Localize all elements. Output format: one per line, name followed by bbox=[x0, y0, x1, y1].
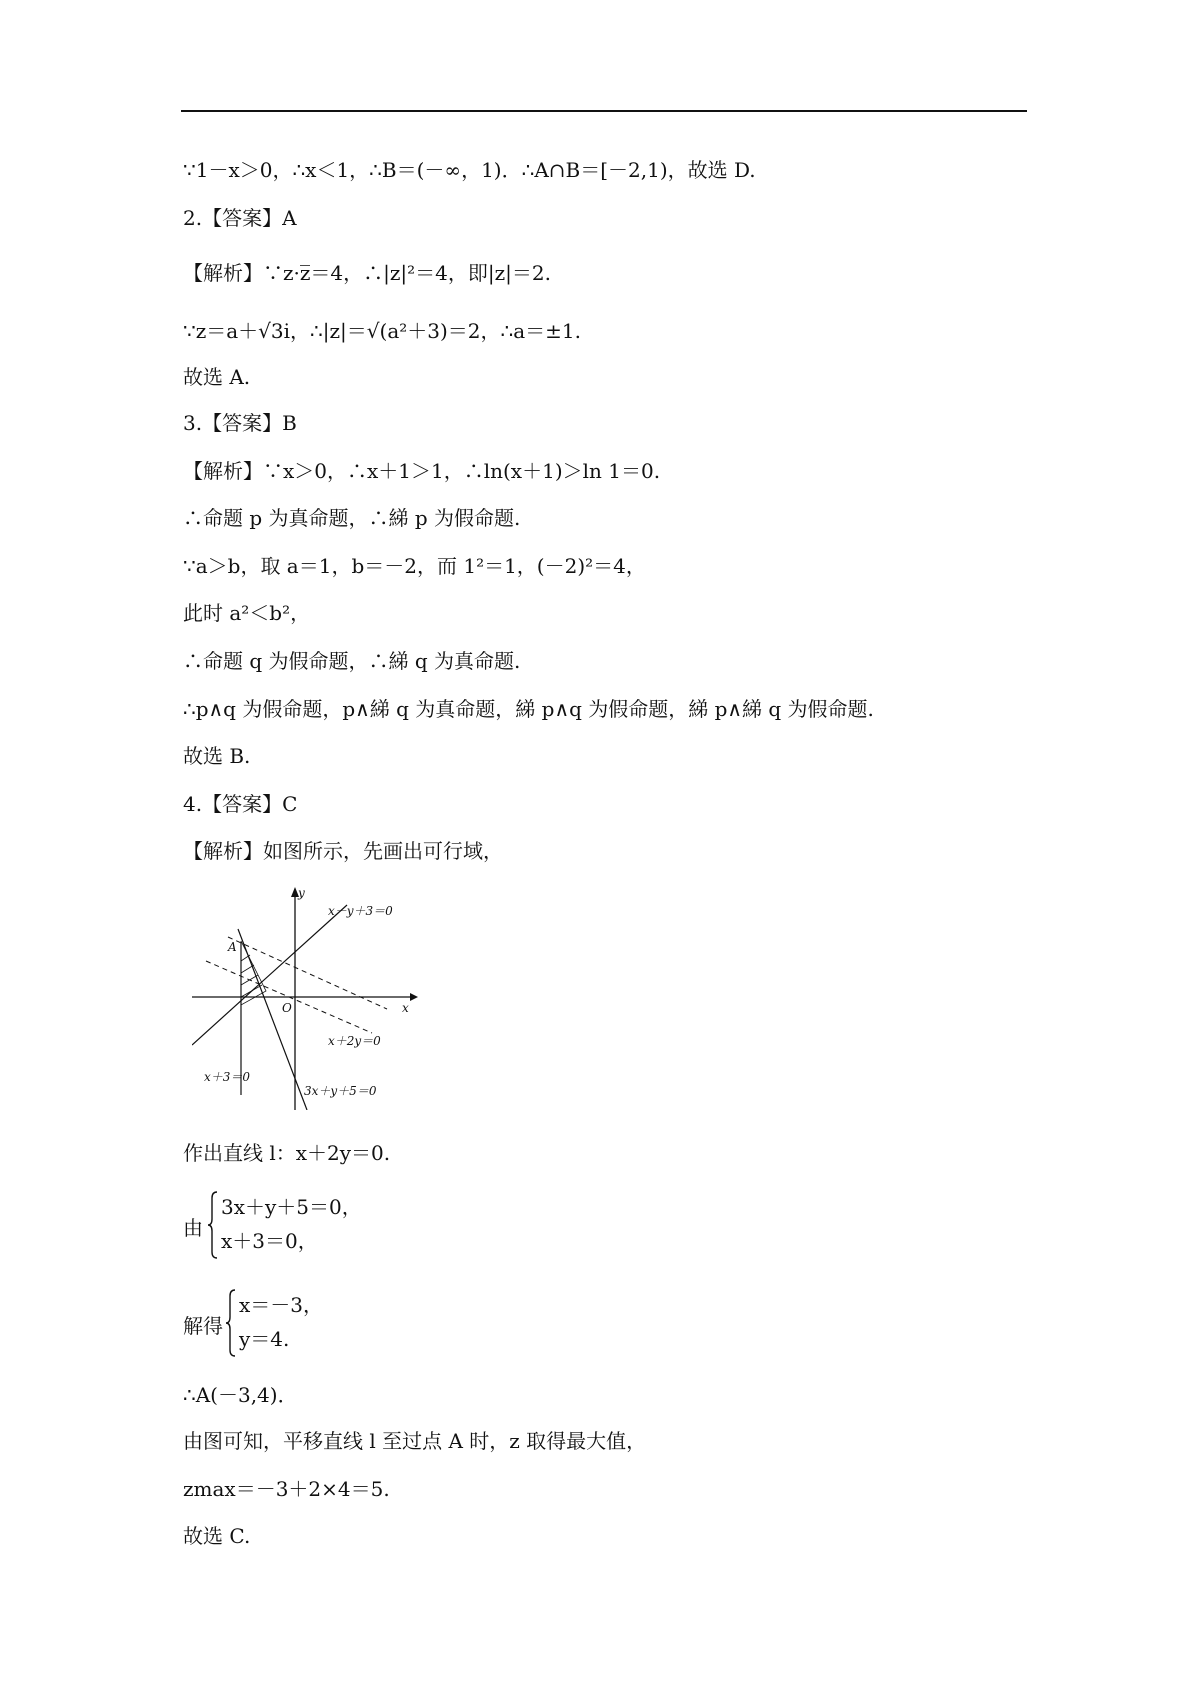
line-x-minus-y-plus-3 bbox=[192, 905, 347, 1045]
text-line-10: 此时 a²＜b²， bbox=[183, 601, 311, 625]
answer-2-heading: 2.【答案】A bbox=[183, 206, 297, 230]
text-line-5: 故选 A. bbox=[183, 365, 251, 389]
left-brace-icon bbox=[225, 1288, 237, 1358]
answer-3-heading: 3.【答案】B bbox=[183, 411, 297, 435]
text-line-13: 故选 B. bbox=[183, 744, 251, 768]
text-line-4: ∵z＝a＋√3i，∴|z|＝√(a²＋3)＝2，∴a＝±1. bbox=[183, 319, 582, 343]
x-axis-arrow bbox=[410, 993, 418, 1001]
system2-row2: y＝4. bbox=[239, 1327, 290, 1351]
line4-label: 3x＋y＋5＝0 bbox=[304, 1084, 377, 1098]
line2-label: x＋2y＝0 bbox=[328, 1034, 381, 1048]
header-rule bbox=[181, 110, 1027, 112]
text-line-1: ∵1－x＞0，∴x＜1，∴B＝(－∞，1)．∴A∩B＝[－2,1)，故选 D. bbox=[183, 158, 756, 182]
text-line-19: zmax＝－3＋2×4＝5. bbox=[183, 1477, 390, 1501]
text-line-12: ∴p∧q 为假命题，p∧綈 q 为真命题，綈 p∧q 为假命题，綈 p∧綈 q 为假命题. bbox=[183, 697, 874, 721]
text-line-7: 【解析】∵x＞0，∴x＋1＞1，∴ln(x＋1)＞ln 1＝0. bbox=[183, 459, 661, 483]
system1-row1: 3x＋y＋5＝0， bbox=[221, 1195, 362, 1219]
feasible-region bbox=[241, 941, 266, 1005]
text-line-11: ∴命题 q 为假命题，∴綈 q 为真命题. bbox=[183, 649, 521, 673]
y-axis-label: y bbox=[298, 886, 305, 900]
line1-label: x－y＋3＝0 bbox=[328, 904, 393, 918]
text-line-17: ∴A(－3,4)． bbox=[183, 1383, 298, 1407]
point-a-label: A bbox=[228, 940, 237, 954]
text-line-8: ∴命题 p 为真命题，∴綈 p 为假命题. bbox=[183, 506, 521, 530]
text-line-16: 作出直线 l：x＋2y＝0. bbox=[183, 1141, 391, 1165]
system1-lead: 由 bbox=[183, 1216, 203, 1240]
system2-row1: x＝－3， bbox=[239, 1293, 324, 1317]
x-axis-label: x bbox=[402, 1001, 409, 1015]
system1-row2: x＋3＝0， bbox=[221, 1229, 318, 1253]
system2-lead: 解得 bbox=[183, 1314, 223, 1338]
line3-label: x＋3＝0 bbox=[204, 1070, 251, 1084]
text-line-9: ∵a＞b，取 a＝1，b＝－2，而 1²＝1，(－2)²＝4， bbox=[183, 554, 646, 578]
text-line-3: 【解析】∵z·z̅＝4，∴|z|²＝4，即|z|＝2. bbox=[183, 261, 552, 285]
feasible-region-figure bbox=[192, 885, 432, 1110]
answer-4-heading: 4.【答案】C bbox=[183, 792, 298, 816]
level-line-upper bbox=[228, 937, 387, 1009]
origin-label: O bbox=[282, 1001, 292, 1015]
text-line-15: 【解析】如图所示，先画出可行域， bbox=[183, 839, 503, 863]
left-brace-icon bbox=[207, 1190, 219, 1260]
text-line-20: 故选 C. bbox=[183, 1524, 251, 1548]
text-line-18: 由图可知，平移直线 l 至过点 A 时，z 取得最大值， bbox=[183, 1429, 647, 1453]
